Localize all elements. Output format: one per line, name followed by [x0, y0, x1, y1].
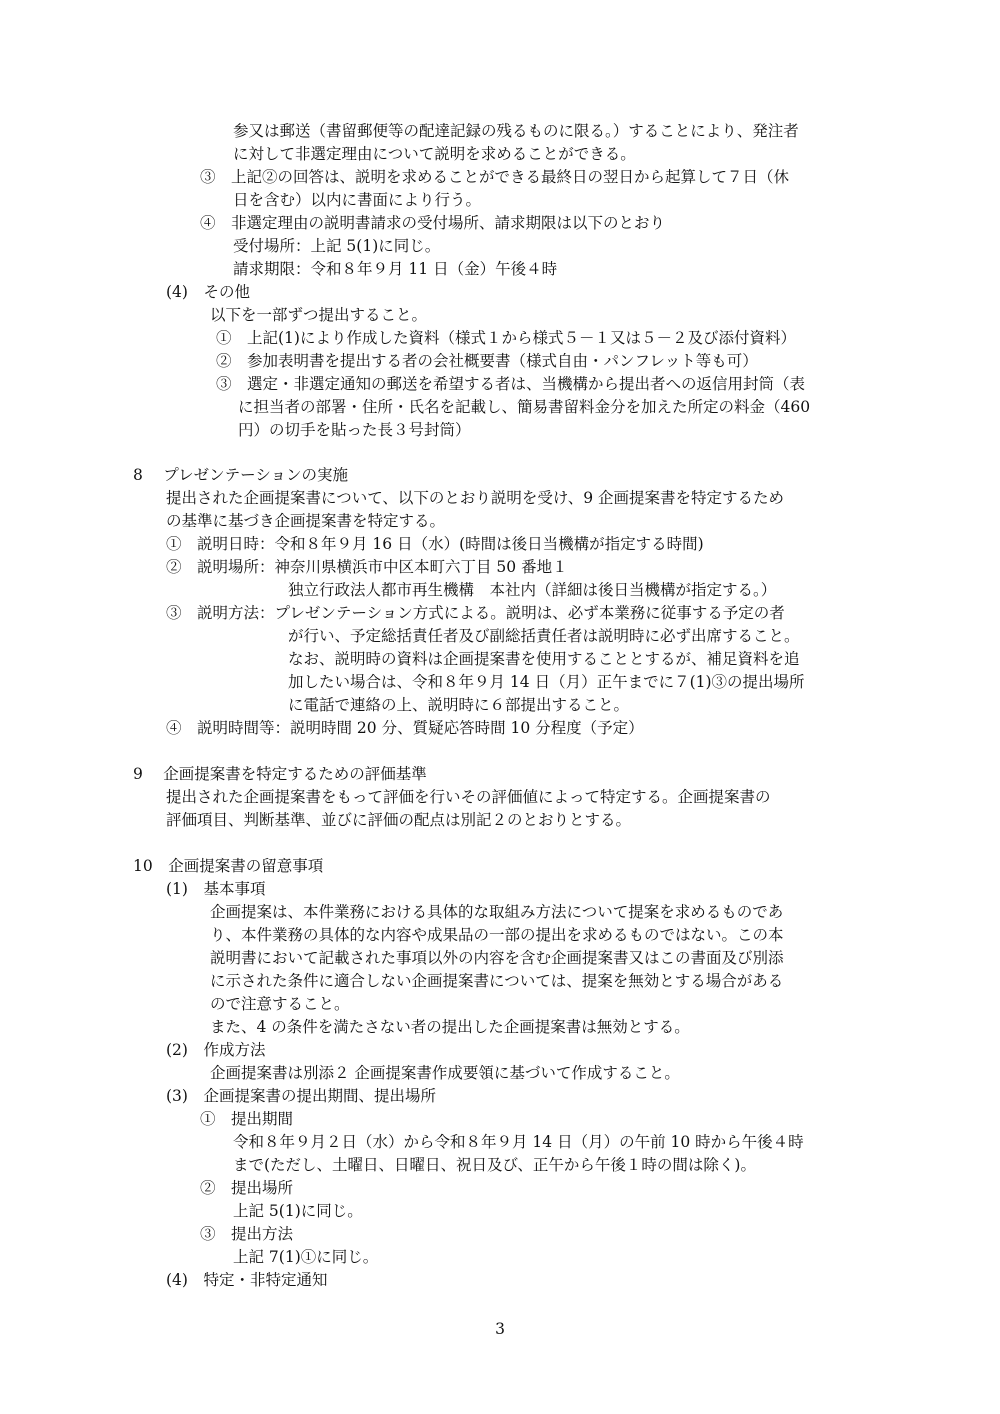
section-heading: 10 企画提案書の留意事項	[133, 857, 324, 875]
text-line: まで(ただし、土曜日、日曜日、祝日及び、正午から午後１時の間は除く)。	[233, 1156, 756, 1174]
section-heading: (2) 作成方法	[166, 1041, 266, 1059]
text-line: ① 上記(1)により作成した資料（様式１から様式５－１又は５－２及び添付資料）	[216, 329, 796, 347]
text-line: 参又は郵送（書留郵便等の配達記録の残るものに限る。）することにより、発注者	[233, 122, 799, 140]
text-line: 加したい場合は、令和８年９月 14 日（月）正午までに７(1)③の提出場所	[288, 673, 805, 691]
text-line: 独立行政法人都市再生機構 本社内（詳細は後日当機構が指定する。）	[288, 581, 777, 599]
text-line: 上記 7(1)①に同じ。	[233, 1248, 379, 1266]
text-line: 請求期限：令和８年９月 11 日（金）午後４時	[233, 260, 558, 278]
section-heading: 9 企画提案書を特定するための評価基準	[133, 765, 427, 783]
text-line: ③ 提出方法	[200, 1225, 294, 1243]
text-line: 上記 5(1)に同じ。	[233, 1202, 363, 1220]
text-line: 以下を一部ずつ提出すること。	[210, 306, 428, 324]
text-line: ② 参加表明書を提出する者の会社概要書（様式自由・パンフレット等も可）	[216, 352, 758, 370]
text-line: 説明書において記載された事項以外の内容を含む企画提案書又はこの書面及び別添	[210, 949, 784, 967]
section-heading: (4) 特定・非特定通知	[166, 1271, 328, 1289]
text-line: また、4 の条件を満たさない者の提出した企画提案書は無効とする。	[210, 1018, 690, 1036]
text-line: 評価項目、判断基準、並びに評価の配点は別記２のとおりとする。	[166, 811, 632, 829]
text-line: ① 説明日時：令和８年９月 16 日（水）(時間は後日当機構が指定する時間)	[166, 535, 704, 553]
text-line: 提出された企画提案書をもって評価を行いその評価値によって特定する。企画提案書の	[166, 788, 771, 806]
text-line: の基準に基づき企画提案書を特定する。	[166, 512, 446, 530]
text-line: なお、説明時の資料は企画提案書を使用することとするが、補足資料を追	[288, 650, 800, 668]
text-line: ④ 説明時間等：説明時間 20 分、質疑応答時間 10 分程度（予定）	[166, 719, 644, 737]
text-line: り、本件業務の具体的な内容や成果品の一部の提出を求めるものではない。この本	[210, 926, 784, 944]
text-line: 円）の切手を貼った長３号封筒）	[238, 421, 471, 439]
section-heading: (4) その他	[166, 283, 250, 301]
text-line: 提出された企画提案書について、以下のとおり説明を受け、9 企画提案書を特定するため	[166, 489, 785, 507]
text-line: に対して非選定理由について説明を求めることができる。	[233, 145, 636, 163]
page-number: 3	[495, 1320, 505, 1338]
section-heading: (3) 企画提案書の提出期間、提出場所	[166, 1087, 436, 1105]
text-line: 企画提案は、本件業務における具体的な取組み方法について提案を求めるものであ	[210, 903, 784, 921]
text-line: が行い、予定総括責任者及び副総括責任者は説明時に必ず出席すること。	[288, 627, 800, 645]
text-line: 令和８年９月２日（水）から令和８年９月 14 日（月）の午前 10 時から午後４時	[233, 1133, 804, 1151]
text-line: に電話で連絡の上、説明時に６部提出すること。	[288, 696, 630, 714]
text-line: ② 説明場所：神奈川県横浜市中区本町六丁目 50 番地１	[166, 558, 568, 576]
text-line: ③ 上記②の回答は、説明を求めることができる最終日の翌日から起算して７日（休	[200, 168, 790, 186]
section-heading: 8 プレゼンテーションの実施	[133, 466, 349, 484]
text-line: ③ 説明方法：プレゼンテーション方式による。説明は、必ず本業務に従事する予定の者	[166, 604, 785, 622]
text-line: に示された条件に適合しない企画提案書については、提案を無効とする場合がある	[210, 972, 784, 990]
text-line: 企画提案書は別添２ 企画提案書作成要領に基づいて作成すること。	[210, 1064, 680, 1082]
text-line: ① 提出期間	[200, 1110, 294, 1128]
text-line: 受付場所：上記 5(1)に同じ。	[233, 237, 441, 255]
text-line: に担当者の部署・住所・氏名を記載し、簡易書留料金分を加えた所定の料金（460	[238, 398, 811, 416]
text-line: 日を含む）以内に書面により行う。	[233, 191, 482, 209]
text-line: ② 提出場所	[200, 1179, 294, 1197]
text-line: ので注意すること。	[210, 995, 350, 1013]
text-line: ③ 選定・非選定通知の郵送を希望する者は、当機構から提出者への返信用封筒（表	[216, 375, 806, 393]
section-heading: (1) 基本事項	[166, 880, 266, 898]
text-line: ④ 非選定理由の説明書請求の受付場所、請求期限は以下のとおり	[200, 214, 666, 232]
